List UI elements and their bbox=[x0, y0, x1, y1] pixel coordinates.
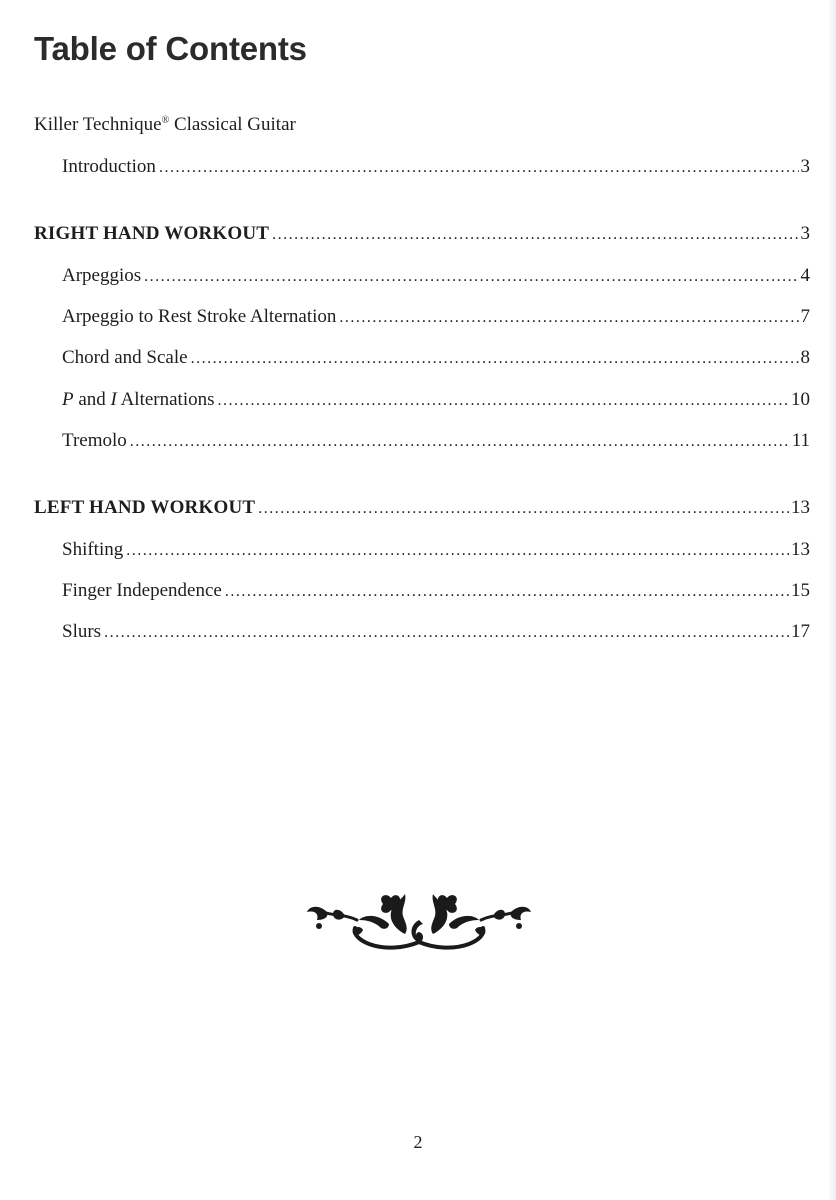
toc-entry-label: Arpeggios bbox=[62, 265, 142, 286]
toc-section-label: LEFT HAND WORKOUT bbox=[34, 497, 256, 518]
toc-entry-page: 13 bbox=[791, 539, 810, 560]
toc-entry-page: 13 bbox=[791, 497, 810, 518]
toc-section-right-hand[interactable] bbox=[34, 223, 810, 249]
book-subtitle: Classical Guitar bbox=[173, 114, 296, 135]
toc-entry-page: 8 bbox=[800, 347, 810, 368]
toc-entry-label: Chord and Scale bbox=[62, 347, 188, 368]
dot-leader bbox=[225, 583, 789, 601]
toc-entry-label: Finger Independence bbox=[62, 580, 222, 601]
toc-entry-arpeggios[interactable] bbox=[62, 265, 810, 291]
toc-entry-arpeggio-rest-stroke[interactable] bbox=[62, 306, 810, 332]
dot-leader bbox=[258, 500, 789, 518]
toc-section-label: RIGHT HAND WORKOUT bbox=[34, 223, 270, 244]
toc-entry-chord-and-scale[interactable] bbox=[62, 347, 810, 373]
dot-leader bbox=[218, 392, 789, 410]
book-title bbox=[34, 114, 296, 136]
toc-entry-slurs[interactable] bbox=[62, 621, 810, 647]
toc-entry-page: 15 bbox=[791, 580, 810, 601]
toc-entry-p-and-i-alternations[interactable] bbox=[62, 389, 810, 415]
toc-entry-page: 4 bbox=[800, 265, 810, 286]
finger-p: P bbox=[62, 389, 74, 410]
toc-entry-page: 7 bbox=[800, 306, 810, 327]
label-and: and bbox=[73, 389, 111, 410]
toc-entry-label: Tremolo bbox=[62, 430, 127, 451]
toc-entry-label bbox=[62, 389, 215, 411]
finger-i: I bbox=[110, 389, 117, 410]
toc-entry-page: 11 bbox=[791, 430, 810, 451]
book-name: Killer Technique bbox=[34, 114, 162, 135]
toc-entry-page: 17 bbox=[791, 621, 810, 642]
toc-entry-introduction[interactable] bbox=[62, 156, 810, 182]
page-edge-shadow bbox=[828, 0, 836, 1200]
toc-entry-label: Slurs bbox=[62, 621, 102, 642]
toc-entry-page: 10 bbox=[791, 389, 810, 410]
dot-leader bbox=[339, 309, 798, 327]
toc-entry-page: 3 bbox=[800, 156, 810, 177]
toc-entry-tremolo[interactable] bbox=[62, 430, 810, 456]
dot-leader bbox=[126, 542, 789, 560]
dot-leader bbox=[104, 624, 789, 642]
dot-leader bbox=[144, 268, 798, 286]
label-alternations: Alternations bbox=[116, 389, 215, 410]
floral-vine-ornament-icon bbox=[305, 890, 533, 954]
registered-mark: ® bbox=[161, 115, 170, 126]
page-title: Table of Contents bbox=[34, 30, 307, 67]
dot-leader bbox=[130, 433, 790, 451]
toc-entry-label: Arpeggio to Rest Stroke Alternation bbox=[62, 306, 337, 327]
page-number: 2 bbox=[413, 1132, 423, 1152]
toc-section-left-hand[interactable] bbox=[34, 497, 810, 523]
toc-entry-finger-independence[interactable] bbox=[62, 580, 810, 606]
dot-leader bbox=[272, 226, 798, 244]
toc-entry-label: Introduction bbox=[62, 156, 156, 177]
dot-leader bbox=[159, 159, 799, 177]
dot-leader bbox=[191, 350, 799, 368]
toc-entry-label: Shifting bbox=[62, 539, 124, 560]
toc-entry-shifting[interactable] bbox=[62, 539, 810, 565]
toc-entry-page: 3 bbox=[800, 223, 810, 244]
